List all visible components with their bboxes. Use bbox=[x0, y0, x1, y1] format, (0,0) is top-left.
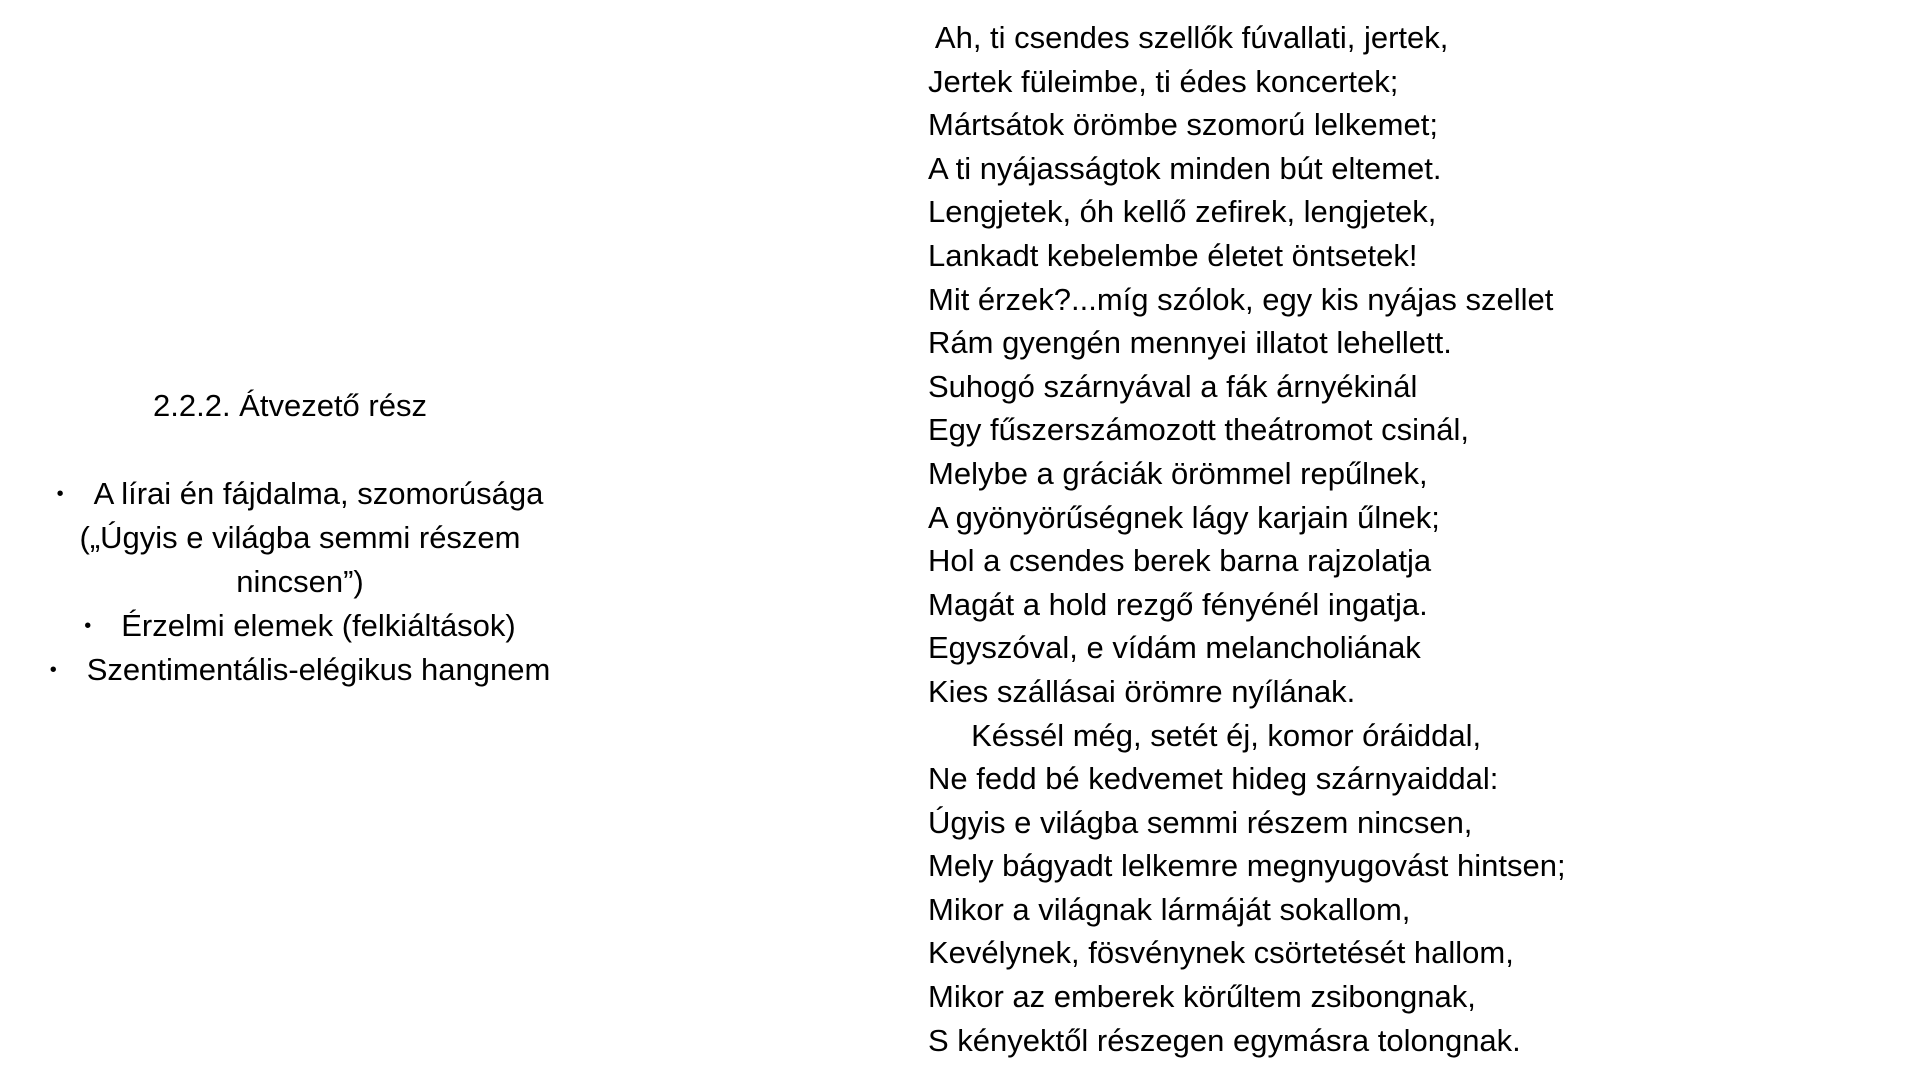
poem-line: Mely bágyadt lelkemre megnyugovást hintsen; bbox=[928, 848, 1566, 884]
bullet-item-pain bbox=[20, 472, 580, 604]
poem-line: S kényektől részegen egymásra tolongnak. bbox=[928, 1022, 1521, 1058]
summary-panel bbox=[20, 384, 580, 692]
bullet-text: Szentimentális-elégikus hangnem bbox=[86, 652, 551, 687]
poem-line: Magát a hold rezgő fényénél ingatja. bbox=[928, 586, 1428, 622]
poem-line: Ne fedd bé kedvemet hideg szárnyaiddal: bbox=[928, 761, 1499, 797]
bullet-item-tone bbox=[20, 648, 580, 692]
bullet-line: nincsen”) bbox=[236, 564, 364, 599]
poem-line: Késsél még, setét éj, komor óráiddal, bbox=[928, 717, 1482, 753]
poem-line: Suhogó szárnyával a fák árnyékinál bbox=[928, 368, 1418, 404]
bullet-line: („Úgyis e világba semmi részem bbox=[79, 520, 521, 555]
bullet-dot-icon: • bbox=[49, 659, 57, 681]
poem-line: Egy fűszerszámozott theátromot csinál, bbox=[928, 412, 1470, 448]
bullet-dot-icon: • bbox=[84, 615, 92, 637]
section-heading: 2.2.2. Átvezető rész bbox=[153, 388, 427, 423]
poem-line: Úgyis e világba semmi részem nincsen, bbox=[928, 804, 1473, 840]
bullet-text: Érzelmi elemek (felkiáltások) bbox=[121, 608, 516, 643]
bullet-line: A lírai én fájdalma, szomorúsága bbox=[93, 476, 544, 511]
poem-line: Kies szállásai örömre nyílának. bbox=[928, 673, 1356, 709]
poem-line: Rám gyengén mennyei illatot lehellett. bbox=[928, 325, 1452, 361]
poem-line: Ah, ti csendes szellők fúvallati, jertek, bbox=[928, 20, 1449, 55]
bullet-item-emotional bbox=[20, 604, 580, 648]
poem-line: Hol a csendes berek barna rajzolatja bbox=[928, 543, 1432, 579]
poem-line: A ti nyájasságtok minden bút eltemet. bbox=[928, 150, 1442, 186]
poem-line: Mit érzek?...míg szólok, egy kis nyájas szellet bbox=[928, 281, 1554, 317]
poem-line: Egyszóval, e vídám melancholiának bbox=[928, 630, 1421, 666]
bullet-list bbox=[20, 472, 580, 692]
poem-line: Lankadt kebelembe életet öntsetek! bbox=[928, 237, 1418, 273]
poem-line: Mikor az emberek körűltem zsibongnak, bbox=[928, 979, 1476, 1015]
poem-line: A gyönyörűségnek lágy karjain űlnek; bbox=[928, 499, 1440, 535]
poem-line: Lengjetek, óh kellő zefirek, lengjetek, bbox=[928, 194, 1437, 230]
bullet-dot-icon: • bbox=[56, 483, 64, 505]
poem-line: Mártsátok örömbe szomorú lelkemet; bbox=[928, 107, 1438, 143]
poem-line: Kevélynek, fösvénynek csörtetését hallom, bbox=[928, 935, 1514, 971]
poem-line: Melybe a gráciák örömmel repűlnek, bbox=[928, 455, 1428, 491]
poem-text bbox=[928, 16, 1888, 1062]
poem-line: Mikor a világnak lármáját sokallom, bbox=[928, 891, 1411, 927]
poem-line: Jertek füleimbe, ti édes koncertek; bbox=[928, 63, 1399, 99]
